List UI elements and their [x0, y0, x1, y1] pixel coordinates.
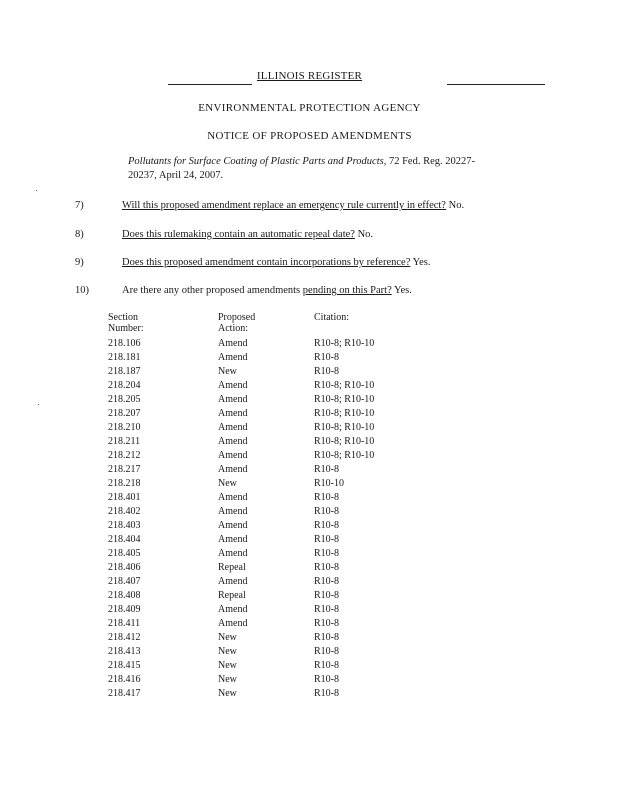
- cell-proposed-action: Amend: [218, 338, 248, 349]
- cell-proposed-action: Amend: [218, 492, 248, 503]
- table-row: [108, 352, 428, 366]
- header-rule-right: [447, 84, 545, 85]
- cell-proposed-action: New: [218, 660, 237, 671]
- table-row: [108, 492, 428, 506]
- cell-citation: R10-8; R10-10: [314, 338, 375, 349]
- cell-proposed-action: Amend: [218, 534, 248, 545]
- question-number: 8): [75, 229, 84, 240]
- question-number: 10): [75, 285, 89, 296]
- cell-proposed-action: New: [218, 632, 237, 643]
- cell-section-number: 218.205: [108, 394, 141, 405]
- cell-section-number: 218.106: [108, 338, 141, 349]
- register-title-text: ILLINOIS REGISTER: [256, 70, 363, 82]
- cell-citation: R10-8: [314, 590, 339, 601]
- cell-citation: R10-8; R10-10: [314, 422, 375, 433]
- cell-citation: R10-8: [314, 506, 339, 517]
- cell-citation: R10-8: [314, 660, 339, 671]
- header-proposed-action: Proposed Action:: [218, 312, 256, 334]
- table-row: [108, 632, 428, 646]
- federal-register-citation: [128, 155, 548, 183]
- cell-proposed-action: New: [218, 478, 237, 489]
- agency-title: ENVIRONMENTAL PROTECTION AGENCY: [198, 102, 421, 114]
- table-row: [108, 674, 428, 688]
- table-row: [108, 576, 428, 590]
- table-row: [108, 422, 428, 436]
- cell-section-number: 218.402: [108, 506, 141, 517]
- table-row: [108, 366, 428, 380]
- cell-citation: R10-8: [314, 548, 339, 559]
- question-number: 9): [75, 257, 84, 268]
- cell-citation: R10-8; R10-10: [314, 394, 375, 405]
- cell-section-number: 218.210: [108, 422, 141, 433]
- cell-citation: R10-8; R10-10: [314, 450, 375, 461]
- cell-proposed-action: Repeal: [218, 562, 246, 573]
- cell-proposed-action: Amend: [218, 450, 248, 461]
- table-row: [108, 380, 428, 394]
- question-text: Will this proposed amendment replace an emergency rule currently in effect? No.: [122, 200, 465, 211]
- question-text: Are there any other proposed amendments pending on this Part? Yes.: [122, 285, 412, 296]
- cell-citation: R10-8; R10-10: [314, 380, 375, 391]
- scan-speck: [36, 190, 37, 191]
- cell-citation: R10-8: [314, 646, 339, 657]
- cell-proposed-action: Amend: [218, 548, 248, 559]
- question-text: Does this rulemaking contain an automatic repeal date? No.: [122, 229, 374, 240]
- table-row: [108, 520, 428, 534]
- cell-citation: R10-8: [314, 688, 339, 699]
- cell-section-number: 218.187: [108, 366, 141, 377]
- cell-section-number: 218.405: [108, 548, 141, 559]
- cell-proposed-action: New: [218, 366, 237, 377]
- cell-proposed-action: Amend: [218, 352, 248, 363]
- table-row: [108, 618, 428, 632]
- cell-section-number: 218.406: [108, 562, 141, 573]
- cell-section-number: 218.401: [108, 492, 141, 503]
- cell-section-number: 218.403: [108, 520, 141, 531]
- cell-section-number: 218.415: [108, 660, 141, 671]
- cell-proposed-action: New: [218, 688, 237, 699]
- table-row: [108, 408, 428, 422]
- cell-citation: R10-8: [314, 534, 339, 545]
- cell-citation: R10-8: [314, 576, 339, 587]
- cell-section-number: 218.218: [108, 478, 141, 489]
- cell-proposed-action: Amend: [218, 436, 248, 447]
- citation-rest: 72 Fed. Reg. 20227-: [386, 156, 475, 167]
- notice-title: NOTICE OF PROPOSED AMENDMENTS: [207, 130, 412, 142]
- question-number: 7): [75, 200, 84, 211]
- cell-proposed-action: Amend: [218, 422, 248, 433]
- cell-section-number: 218.417: [108, 688, 141, 699]
- header-rule-left: [168, 84, 252, 85]
- cell-citation: R10-8: [314, 674, 339, 685]
- cell-proposed-action: Amend: [218, 408, 248, 419]
- scan-speck: [38, 404, 39, 405]
- cell-proposed-action: Amend: [218, 394, 248, 405]
- table-row: [108, 464, 428, 478]
- table-row: [108, 660, 428, 674]
- table-row: [108, 548, 428, 562]
- cell-citation: R10-10: [314, 478, 344, 489]
- header-section-number: Section Number:: [108, 312, 144, 334]
- table-row: [108, 506, 428, 520]
- table-row: [108, 338, 428, 352]
- table-row: [108, 478, 428, 492]
- table-row: [108, 394, 428, 408]
- cell-section-number: 218.212: [108, 450, 141, 461]
- cell-section-number: 218.408: [108, 590, 141, 601]
- cell-section-number: 218.207: [108, 408, 141, 419]
- cell-proposed-action: Amend: [218, 618, 248, 629]
- cell-section-number: 218.181: [108, 352, 141, 363]
- cell-proposed-action: Amend: [218, 604, 248, 615]
- citation-italic: Pollutants for Surface Coating of Plastic Parts and Products,: [128, 156, 387, 167]
- cell-section-number: 218.412: [108, 632, 141, 643]
- cell-citation: R10-8: [314, 352, 339, 363]
- cell-proposed-action: Amend: [218, 464, 248, 475]
- table-row: [108, 562, 428, 576]
- cell-section-number: 218.407: [108, 576, 141, 587]
- table-row: [108, 604, 428, 618]
- cell-proposed-action: Repeal: [218, 590, 246, 601]
- citation-line2: 20237, April 24, 2007.: [128, 170, 224, 181]
- header-citation: Citation:: [314, 312, 349, 323]
- cell-proposed-action: New: [218, 674, 237, 685]
- cell-citation: R10-8: [314, 618, 339, 629]
- table-row: [108, 450, 428, 464]
- cell-section-number: 218.416: [108, 674, 141, 685]
- table-row: [108, 688, 428, 702]
- cell-section-number: 218.204: [108, 380, 141, 391]
- cell-section-number: 218.211: [108, 436, 141, 447]
- cell-proposed-action: Amend: [218, 576, 248, 587]
- cell-citation: R10-8: [314, 492, 339, 503]
- question-text: Does this proposed amendment contain incorporations by reference? Yes.: [122, 257, 431, 268]
- cell-citation: R10-8: [314, 632, 339, 643]
- cell-section-number: 218.217: [108, 464, 141, 475]
- cell-citation: R10-8: [314, 366, 339, 377]
- cell-proposed-action: New: [218, 646, 237, 657]
- cell-proposed-action: Amend: [218, 380, 248, 391]
- table-row: [108, 534, 428, 548]
- cell-section-number: 218.411: [108, 618, 141, 629]
- table-row: [108, 646, 428, 660]
- table-row: [108, 436, 428, 450]
- cell-proposed-action: Amend: [218, 506, 248, 517]
- cell-citation: R10-8; R10-10: [314, 436, 375, 447]
- cell-section-number: 218.409: [108, 604, 141, 615]
- cell-proposed-action: Amend: [218, 520, 248, 531]
- cell-section-number: 218.404: [108, 534, 141, 545]
- cell-citation: R10-8; R10-10: [314, 408, 375, 419]
- register-title: [0, 70, 619, 82]
- table-row: [108, 590, 428, 604]
- cell-citation: R10-8: [314, 562, 339, 573]
- cell-citation: R10-8: [314, 464, 339, 475]
- cell-section-number: 218.413: [108, 646, 141, 657]
- cell-citation: R10-8: [314, 604, 339, 615]
- cell-citation: R10-8: [314, 520, 339, 531]
